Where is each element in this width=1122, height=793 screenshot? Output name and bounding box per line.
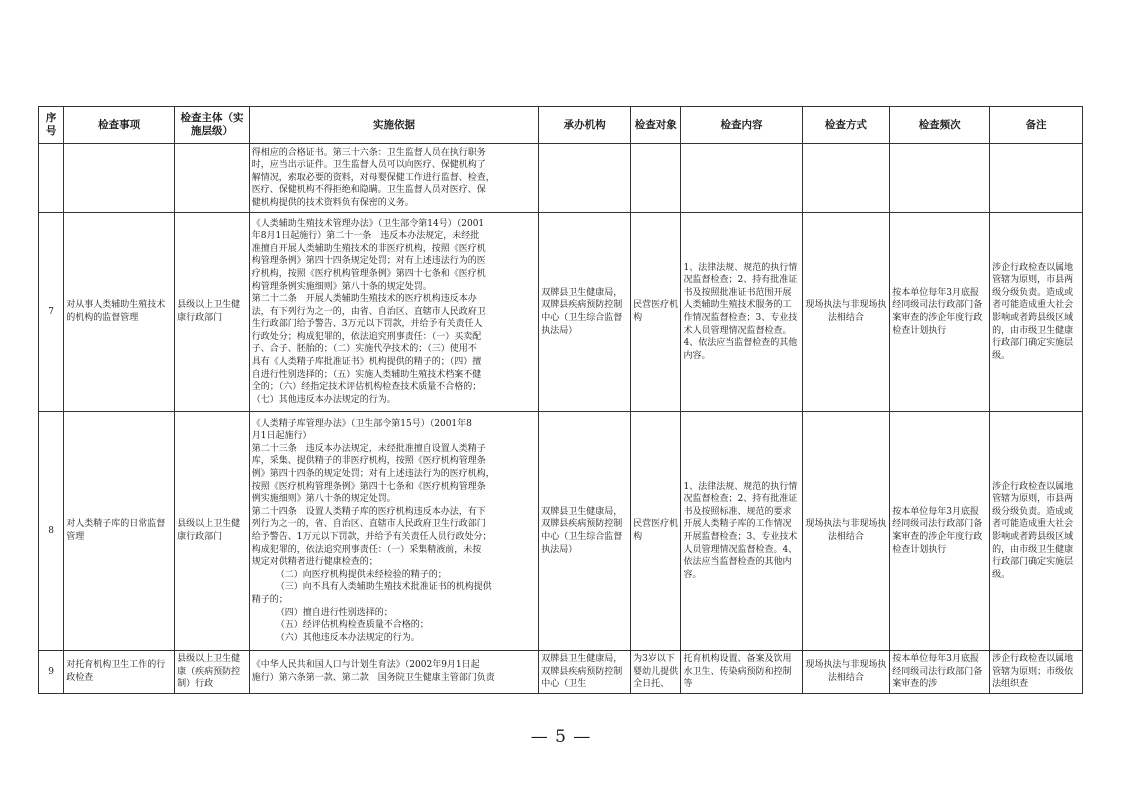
header-subject: 检查主体（实施层级） [175, 107, 250, 144]
method-cell: 现场执法与非现场执法相结合 [802, 412, 890, 651]
subject-cell: 县级以上卫生健康行政部门 [175, 213, 250, 412]
agency-cell: 双牌县卫生健康局，双牌县疾病预防控制中心（卫生综合监督执法局） [539, 412, 631, 651]
basis-line: 库，采集、提供精子的非医疗机构，按照《医疗机构管理条 [251, 456, 486, 467]
basis-line: 列行为之一的，省、自治区、直辖市人民政府卫生行政部门 [251, 519, 486, 530]
basis-cell [249, 651, 538, 694]
basis-line: 时，应当出示证件。卫生监督人员可以向医疗、保健机构了 [251, 160, 486, 171]
method-cell: 现场执法与非现场执法相结合 [802, 651, 890, 694]
note-cell: 涉企行政检查以属地管辖为原则；市级依法组织查 [990, 651, 1083, 694]
header-method: 检查方式 [802, 107, 890, 144]
item-cell: 对从事人类辅助生殖技术的机构的监督管理 [64, 213, 175, 412]
basis-line: 施行）第六条第一款、第二款 国务院卫生健康主管部门负责 [251, 673, 495, 683]
target-cell: 民营医疗机构 [631, 412, 681, 651]
basis-line: 行政处分；构成犯罪的，依法追究刑事责任：（一）买卖配 [251, 331, 482, 342]
note-cell: 涉企行政检查以属地管辖为原则，市县两级分级负责。造成或者可能造成重大社会影响或者跨县级区域的，由市级卫生健康行政部门确定实施层级。 [990, 412, 1083, 651]
inspection-table [38, 106, 1083, 694]
basis-line: （二）向医疗机构提供未经检验的精子的； [275, 569, 447, 580]
basis-line: 《中华人民共和国人口与计划生育法》（2002年9月1日起 [251, 660, 480, 671]
basis-line: 生行政部门给予警告、3万元以下罚款，并给予有关责任人 [251, 319, 483, 330]
target-cell: 为3岁以下婴幼儿提供全日托、 [631, 651, 681, 694]
method-cell: 现场执法与非现场执法相结合 [802, 213, 890, 412]
frequency-cell: 按本单位每年3月底报经同级司法行政部门备案审查的涉企年度行政检查计划执行 [890, 412, 990, 651]
frequency-cell: 按本单位每年3月底报经同级司法行政部门备案审查的涉企年度行政检查计划执行 [890, 213, 990, 412]
basis-line: 疗机构，按照《医疗机构管理条例》第四十七条和《医疗机 [251, 268, 486, 279]
basis-line: 医疗、保健机构不得拒绝和隐瞒。卫生监督人员对医疗、保 [251, 185, 486, 196]
basis-line: 给予警告、1万元以下罚款，并给予有关责任人员行政处分； [251, 532, 492, 542]
item-cell: 对托育机构卫生工作的行政检查 [64, 651, 175, 694]
basis-line: 具有《人类精子库批准证书》机构提供的精子的；（四）擅 [251, 357, 482, 368]
row-number: 9 [39, 651, 64, 694]
subject-cell: 县级以上卫生健康（疾病预防控制）行政 [175, 651, 250, 694]
basis-line: （六）其他违反本办法规定的行为。 [275, 632, 420, 643]
basis-line: （四）擅自进行性别选择的； [275, 607, 393, 618]
header-note: 备注 [990, 107, 1083, 144]
basis-line: 年8月1日起施行）第二十一条 违反本办法规定，未经批 [251, 231, 480, 242]
basis-line: 构成犯罪的，依法追究刑事责任：（一）采集精液前，未按 [251, 544, 482, 555]
page-number: — 5 — [530, 727, 592, 747]
table-row-9 [39, 651, 1083, 694]
note-cell: 涉企行政检查以属地管辖为原则，市县两级分级负责。造成或者可能造成重大社会影响或者跨县级区域的，由市级卫生健康行政部门确定实施层级。 [990, 213, 1083, 412]
basis-line: 例实施细则》第八十条的规定处罚。 [251, 494, 396, 505]
header-agency: 承办机构 [539, 107, 631, 144]
header-content: 检查内容 [681, 107, 802, 144]
basis-line: 解情况，索取必要的资料，对母婴保健工作进行监督、检查， [251, 172, 495, 183]
basis-line: 规定对供精者进行健康检查的； [251, 557, 378, 568]
basis-cell [249, 412, 538, 651]
basis-line: 得相应的合格证书。第三十六条：卫生监督人员在执行职务 [251, 147, 486, 158]
agency-cell: 双牌县卫生健康局，双牌县疾病预防控制中心（卫生综合监督执法局） [539, 213, 631, 412]
frequency-cell: 按本单位每年3月底报经同级司法行政部门备案审查的涉 [890, 651, 990, 694]
basis-line: 自进行性别选择的；（五）实施人类辅助生殖技术档案不健 [251, 369, 482, 380]
basis-line: 子、合子、胚胎的；（二）实施代孕技术的；（三）使用不 [251, 344, 477, 355]
basis-line: 健机构提供的技术资料负有保密的义务。 [251, 197, 414, 208]
basis-line: 法，有下列行为之一的，由省、自治区、直辖市人民政府卫 [251, 306, 486, 317]
basis-line: 《人类辅助生殖技术管理办法》（卫生部令第14号）（2001 [251, 218, 485, 229]
table-row-continued [39, 144, 1083, 213]
basis-line: 月1日起施行） [251, 431, 312, 442]
header-no: 序号 [39, 107, 64, 144]
basis-cell [249, 144, 538, 213]
content-cell: 1、法律法规、规范的执行情况监督检查；2、持有批准证书及按照批准证书范围开展人类辅助生殖技术服务的工作情况监督检查；3、专业技术人员管理情况监督检查。4、依法应当监督检查的其他内容。 [681, 213, 802, 412]
target-cell: 民营医疗机构 [631, 213, 681, 412]
header-frequency: 检查频次 [890, 107, 990, 144]
basis-line: 构管理条例》第四十四条规定处罚；对有上述违法行为的医 [251, 256, 486, 267]
content-cell: 托育机构设置、备案及饮用水卫生、传染病预防和控制等 [681, 651, 802, 694]
basis-line: （三）向不具有人类辅助生殖技术批准证书的机构提供 [275, 582, 492, 593]
table-row-7 [39, 213, 1083, 412]
basis-line: 全的；（六）经指定技术评估机构检查技术质量不合格的； [251, 382, 482, 393]
row-number: 7 [39, 213, 64, 412]
basis-line: （七）其他违反本办法规定的行为。 [251, 394, 396, 405]
basis-line: 构管理条例实施细则》第八十条的规定处罚。 [251, 281, 432, 292]
basis-line: 准擅自开展人类辅助生殖技术的非医疗机构，按照《医疗机 [251, 243, 486, 254]
header-target: 检查对象 [631, 107, 681, 144]
basis-line: 按照《医疗机构管理条例》第四十七条和《医疗机构管理条 [251, 481, 486, 492]
header-row [39, 107, 1083, 144]
basis-line: 第二十四条 设置人类精子库的医疗机构违反本办法，有下 [251, 506, 486, 517]
basis-line: 第二十二条 开展人类辅助生殖技术的医疗机构违反本办 [251, 294, 477, 305]
basis-line: 第二十三条 违反本办法规定，未经批准擅自设置人类精子 [251, 443, 486, 454]
header-item: 检查事项 [64, 107, 175, 144]
basis-line: 精子的； [251, 594, 288, 605]
basis-line: （五）经评估机构检查质量不合格的； [275, 620, 429, 631]
basis-cell [249, 213, 538, 412]
item-cell: 对人类精子库的日常监督管理 [64, 412, 175, 651]
basis-line: 《人类精子库管理办法》（卫生部令第15号）（2001年8 [251, 418, 472, 429]
agency-cell: 双牌县卫生健康局，双牌县疾病预防控制中心（卫生 [539, 651, 631, 694]
row-number: 8 [39, 412, 64, 651]
table-row-8 [39, 412, 1083, 651]
content-cell: 1、法律法规、规范的执行情况监督检查；2、持有批准证书及按照标准、规范的要求开展人类精子库的工作情况开展监督检查；3、专业技术人员管理情况监督检查。4、依法应当监督检查的其他内容。 [681, 412, 802, 651]
subject-cell: 县级以上卫生健康行政部门 [175, 412, 250, 651]
header-basis: 实施依据 [249, 107, 538, 144]
basis-line: 例》第四十四条的规定处罚；对有上述违法行为的医疗机构， [251, 469, 495, 480]
